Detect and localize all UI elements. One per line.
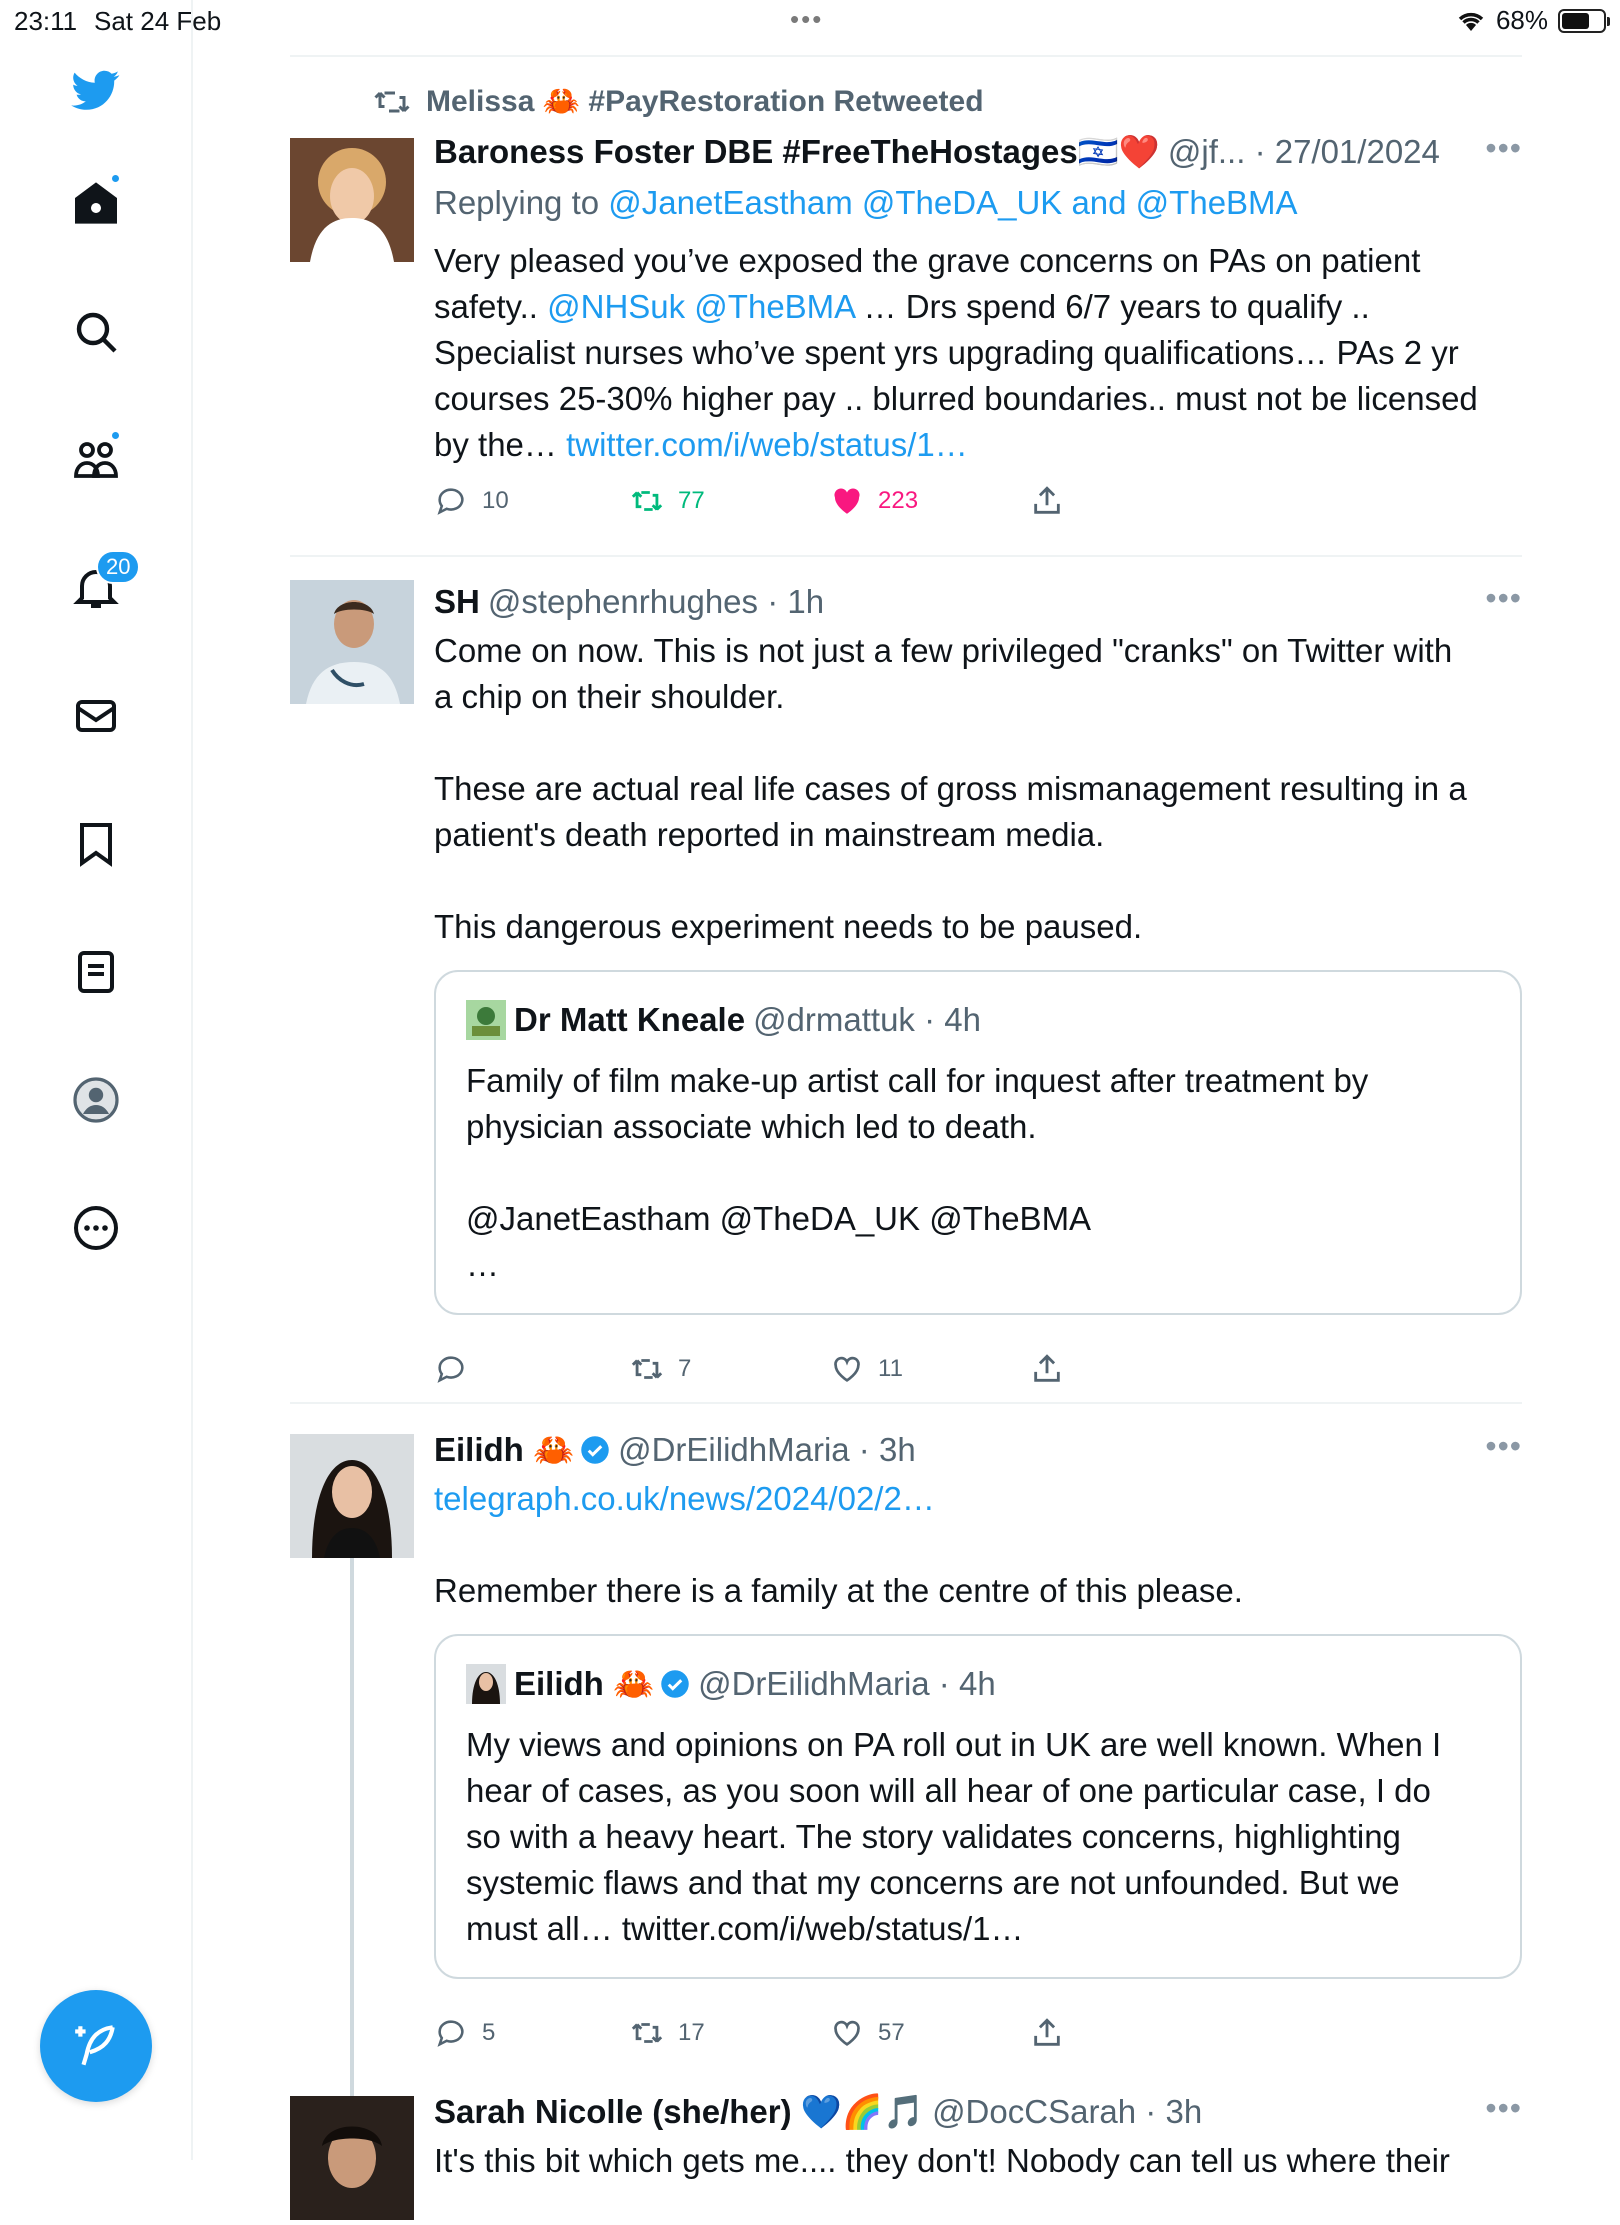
quoted-author-name: Dr Matt Kneale	[514, 1001, 746, 1038]
replying-to: Replying to @JanetEastham @TheDA_UK and @TheBMA	[434, 184, 1298, 221]
heart-outline-icon	[830, 2016, 864, 2050]
retweet-small-icon	[374, 87, 410, 117]
quoted-tweet-text: Family of film make-up artist call for inquest after treatment by physician associate which led to death. @JanetEastham @TheDA_UK @TheBMA …	[466, 1062, 1369, 1283]
tweet-more-icon[interactable]: •••	[1485, 130, 1522, 166]
status-date: Sat 24 Feb	[94, 6, 222, 36]
author-name[interactable]: SH	[434, 583, 480, 620]
status-time: 23:11	[14, 6, 78, 36]
retweet-icon	[630, 2016, 664, 2050]
quoted-tweet[interactable]	[434, 1634, 1522, 1979]
wifi-icon	[1456, 9, 1486, 33]
quoted-author-name: Eilidh 🦀	[514, 1665, 655, 1702]
twitter-logo-icon[interactable]	[66, 60, 126, 120]
quoted-author-handle: @DrEilidhMaria · 4h	[698, 1665, 996, 1702]
home-unread-dot	[110, 173, 121, 184]
retweet-icon	[630, 1352, 664, 1386]
notifications-bell-icon[interactable]	[66, 554, 131, 618]
tweet-more-icon[interactable]: •••	[1485, 1428, 1522, 1464]
share-icon	[1030, 2016, 1064, 2050]
retweet-icon	[630, 484, 664, 518]
retweeted-by-label: Melissa 🦀 #PayRestoration Retweeted	[426, 85, 984, 118]
telegraph-link[interactable]: telegraph.co.uk/news/2024/02/2…	[434, 1480, 935, 1517]
lists-icon[interactable]	[66, 942, 126, 1002]
avatar-sarah[interactable]	[290, 2096, 414, 2220]
tweet-baroness-foster[interactable]	[290, 80, 1522, 550]
reply-icon	[434, 484, 468, 518]
share-button[interactable]	[1030, 484, 1064, 518]
communities-unread-dot	[110, 430, 121, 441]
status-right	[1456, 5, 1606, 36]
quoted-tweet-text: My views and opinions on PA roll out in UK are well known. When I hear of cases, as you soon will all hear of one particular case, I do so with a heavy heart. The story validates concerns, highlighting systemic flaws and that my concerns are not unfounded. But we must all… twitter.com/i/web/status/1…	[466, 1726, 1442, 1947]
tweet-text: It's this bit which gets me.... they don't! Nobody can tell us where their	[434, 2142, 1450, 2179]
tweet-header	[434, 130, 1522, 174]
heart-filled-icon	[830, 484, 864, 518]
retweet-button[interactable]: 7	[630, 1352, 691, 1386]
quoted-avatar	[466, 1664, 506, 1704]
multitask-dots[interactable]: •••	[790, 4, 824, 34]
heart-outline-icon	[830, 1352, 864, 1386]
communities-icon[interactable]	[66, 430, 126, 490]
tweet-divider	[290, 555, 1522, 557]
retweet-button[interactable]: 77	[630, 484, 705, 518]
verified-badge-icon	[580, 1435, 610, 1465]
tweet-dreilidhmaria[interactable]	[290, 1428, 1522, 2048]
retweet-context	[374, 84, 984, 119]
compose-tweet-button[interactable]	[40, 1990, 152, 2102]
author-name[interactable]: Baroness Foster DBE #FreeTheHostages🇮🇱❤️	[434, 133, 1160, 170]
avatar-eilidh[interactable]	[290, 1434, 414, 1558]
retweet-button[interactable]: 17	[630, 2016, 705, 2050]
author-handle[interactable]: @DocCSarah · 3h	[932, 2093, 1203, 2130]
search-icon[interactable]	[66, 302, 126, 362]
sidebar	[0, 0, 193, 2160]
home-icon[interactable]	[66, 173, 126, 233]
avatar-sh[interactable]	[290, 580, 414, 704]
replying-to-handles[interactable]: @JanetEastham @TheDA_UK and @TheBMA	[608, 184, 1298, 221]
tweet-header	[434, 2090, 1522, 2134]
author-handle[interactable]: @DrEilidhMaria · 3h	[618, 1431, 916, 1468]
tweet-stephenrhughes[interactable]	[290, 580, 1522, 1400]
more-options-circle-icon[interactable]	[66, 1198, 126, 1258]
compose-feather-icon	[71, 2021, 121, 2071]
quoted-avatar	[466, 1000, 506, 1040]
tweet-text: Very pleased you’ve exposed the grave concerns on PAs on patient safety.. @NHSuk @TheBMA … Drs spend 6/7 years to qualify .. Specialist nurses who’ve spent yrs upgrading qualifications… PAs 2 yr courses 25-30% higher pay .. blurred boundaries.. must not be licensed by the… twitter.com/i/web/status/1…	[434, 242, 1478, 463]
tweet-doccsarah[interactable]	[290, 2090, 1522, 2179]
quoted-tweet[interactable]	[434, 970, 1522, 1315]
status-link[interactable]: twitter.com/i/web/status/1…	[566, 426, 968, 463]
tweet-more-icon[interactable]: •••	[1485, 2090, 1522, 2126]
quoted-tweet-header	[466, 998, 981, 1042]
tweet-header	[434, 1428, 1522, 1472]
notifications-badge: 20	[96, 550, 140, 584]
battery-icon	[1558, 9, 1606, 33]
like-button[interactable]: 223	[830, 484, 918, 518]
messages-envelope-icon[interactable]	[66, 686, 126, 746]
author-name[interactable]: Eilidh 🦀	[434, 1431, 575, 1468]
author-name[interactable]: Sarah Nicolle (she/her) 💙🌈🎵	[434, 2093, 925, 2130]
author-handle[interactable]: @jf... · 27/01/2024	[1167, 133, 1440, 170]
like-button[interactable]: 11	[830, 1352, 903, 1386]
profile-avatar-icon[interactable]	[66, 1070, 126, 1130]
reply-button[interactable]	[434, 1352, 482, 1386]
reply-icon	[434, 1352, 468, 1386]
tweet-text: telegraph.co.uk/news/2024/02/2… Remember there is a family at the centre of this please.	[434, 1476, 1522, 1614]
reply-button[interactable]: 5	[434, 2016, 495, 2050]
share-button[interactable]	[1030, 1352, 1064, 1386]
tweet-header	[434, 580, 1522, 624]
timeline-top-divider	[290, 55, 1522, 57]
tweet-more-icon[interactable]: •••	[1485, 580, 1522, 616]
share-icon	[1030, 484, 1064, 518]
battery-percent: 68%	[1495, 5, 1548, 35]
quoted-tweet-header	[466, 1662, 996, 1706]
share-icon	[1030, 1352, 1064, 1386]
reply-button[interactable]: 10	[434, 484, 509, 518]
reply-icon	[434, 2016, 468, 2050]
like-button[interactable]: 57	[830, 2016, 905, 2050]
quoted-author-handle: @drmattuk · 4h	[753, 1001, 981, 1038]
tweet-text: Come on now. This is not just a few privileged "cranks" on Twitter with a chip on their shoulder. These are actual real life cases of gross mismanagement resulting in a patient's death reported in mainstream media. This dangerous experiment needs to be paused.	[434, 632, 1467, 945]
mention-links[interactable]: @NHSuk @TheBMA	[547, 288, 855, 325]
verified-badge-icon	[660, 1669, 690, 1699]
tweet-divider	[290, 1402, 1522, 1404]
share-button[interactable]	[1030, 2016, 1064, 2050]
bookmarks-icon[interactable]	[66, 814, 126, 874]
author-handle[interactable]: @stephenrhughes · 1h	[487, 583, 825, 620]
avatar-baroness-foster[interactable]	[290, 138, 414, 262]
status-bar	[0, 0, 1620, 40]
